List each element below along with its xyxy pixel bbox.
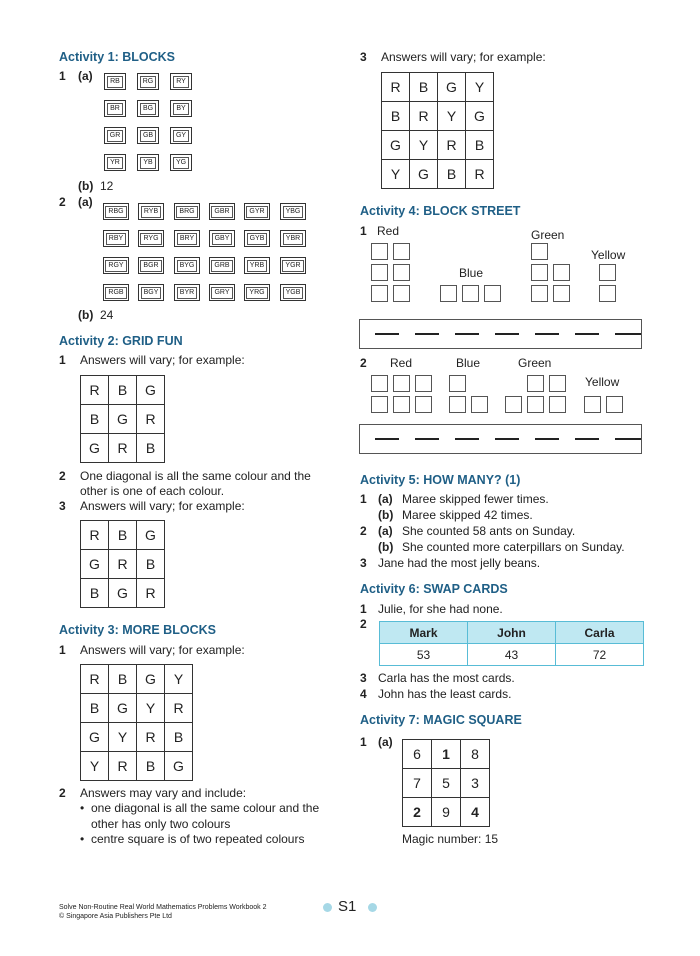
road-dash [415, 333, 439, 335]
road-dash [455, 333, 479, 335]
grid-cell: B [81, 405, 109, 434]
color-label-red: Red [390, 356, 413, 370]
grid-3x3-example-2 [80, 520, 165, 608]
road-dash [375, 438, 399, 440]
question-number: 4 [360, 687, 367, 701]
question-number: 3 [360, 50, 367, 64]
triple-box: RGB [103, 284, 129, 301]
page-dot-right [368, 903, 377, 912]
grid-cell: 2 [403, 798, 432, 827]
swap-cards-table [379, 621, 644, 666]
pair-box: GB [137, 127, 159, 144]
table-header: Mark [380, 622, 468, 644]
block-square [371, 396, 388, 413]
triple-box: BRY [174, 230, 200, 247]
color-label-green: Green [531, 228, 565, 242]
grid-4x4-example-2 [381, 72, 494, 189]
table-header: John [468, 622, 556, 644]
page-dot-left [323, 903, 332, 912]
answer-text: 12 [100, 179, 114, 193]
color-label-red: Red [377, 224, 400, 238]
block-square [599, 285, 616, 302]
grid-cell: G [81, 550, 109, 579]
answer-text: Answers will vary; for example: [80, 643, 245, 657]
question-number: 3 [360, 556, 367, 570]
table-cell: 72 [556, 644, 644, 666]
color-label-blue: Blue [459, 266, 484, 280]
block-square [484, 285, 501, 302]
grid-cell: Y [438, 102, 466, 131]
triple-box: GRB [209, 257, 235, 274]
page-number: S1 [338, 898, 357, 915]
grid-cell: 5 [432, 769, 461, 798]
magic-number-text: Magic number: 15 [402, 832, 499, 846]
pair-box: GY [170, 127, 192, 144]
answer-text: Answers will vary; for example: [381, 50, 546, 64]
triple-box: YRG [244, 284, 270, 301]
table-header: Carla [556, 622, 644, 644]
grid-cell: R [137, 723, 165, 752]
grid-cell: R [165, 694, 193, 723]
answer-text: One diagonal is all the same colour and the [80, 469, 311, 483]
block-square [505, 396, 522, 413]
grid-cell: Y [109, 723, 137, 752]
subquestion-label: (a) [78, 195, 93, 209]
triple-box: RBY [103, 230, 129, 247]
block-square [531, 285, 548, 302]
grid-cell: R [109, 752, 137, 781]
answer-text: one diagonal is all the same colour and the [91, 801, 320, 815]
pair-box: BG [137, 100, 159, 117]
question-number: 1 [360, 602, 367, 616]
grid-cell: B [137, 752, 165, 781]
pair-box: YR [104, 154, 126, 171]
activity-2-heading: Activity 2: GRID FUN [59, 334, 183, 348]
subquestion-label: (b) [78, 308, 94, 322]
road-dash [455, 438, 479, 440]
grid-cell: R [466, 160, 494, 189]
block-square [553, 285, 570, 302]
question-number: 2 [59, 195, 66, 209]
block-square [471, 396, 488, 413]
triple-box: YRB [244, 257, 270, 274]
grid-cell: 9 [432, 798, 461, 827]
grid-cell: Y [81, 752, 109, 781]
grid-cell: G [81, 434, 109, 463]
question-number: 2 [360, 524, 367, 538]
answer-text: centre square is of two repeated colours [91, 832, 305, 846]
road-dash [575, 438, 599, 440]
question-number: 1 [360, 735, 367, 749]
block-square [415, 375, 432, 392]
question-number: 1 [59, 69, 66, 83]
grid-cell: G [137, 665, 165, 694]
triple-box: RGY [103, 257, 129, 274]
triple-box: YBR [280, 230, 306, 247]
grid-cell: R [81, 376, 109, 405]
road-dash [615, 438, 641, 440]
road-dash [535, 333, 559, 335]
question-number: 1 [360, 224, 367, 238]
grid-cell: R [382, 73, 410, 102]
pair-box: YB [137, 154, 159, 171]
grid-cell: R [109, 434, 137, 463]
grid-cell: B [137, 434, 165, 463]
activity-6-heading: Activity 6: SWAP CARDS [360, 582, 508, 596]
grid-cell: Y [466, 73, 494, 102]
subquestion-label: (b) [378, 540, 394, 554]
pair-box: GR [104, 127, 126, 144]
block-square [599, 264, 616, 281]
road-dash [415, 438, 439, 440]
answer-text: Answers will vary; for example: [80, 353, 245, 367]
grid-cell: R [109, 550, 137, 579]
grid-cell: Y [382, 160, 410, 189]
footer-book-title: Solve Non-Routine Real World Mathematics Problems Workbook 2 [59, 904, 267, 911]
table-cell: 43 [468, 644, 556, 666]
triple-box: BRG [174, 203, 200, 220]
triple-box: RYB [138, 203, 164, 220]
subquestion-label: (a) [378, 492, 393, 506]
question-number: 3 [360, 671, 367, 685]
triple-box: BYR [174, 284, 200, 301]
grid-cell: Y [137, 694, 165, 723]
grid-cell: B [165, 723, 193, 752]
block-square [371, 243, 388, 260]
grid-cell: 1 [432, 740, 461, 769]
block-square [606, 396, 623, 413]
grid-cell: Y [410, 131, 438, 160]
grid-cell: 3 [461, 769, 490, 798]
grid-cell: B [410, 73, 438, 102]
question-number: 2 [59, 469, 66, 483]
triple-box: BGR [138, 257, 164, 274]
grid-cell: B [109, 521, 137, 550]
magic-square [402, 739, 490, 827]
block-square [549, 396, 566, 413]
road-dash [495, 438, 519, 440]
grid-cell: G [382, 131, 410, 160]
triple-box: GYB [244, 230, 270, 247]
triple-box: YBG [280, 203, 306, 220]
grid-cell: B [466, 131, 494, 160]
answer-text: 24 [100, 308, 114, 322]
answer-text: Maree skipped fewer times. [402, 492, 549, 506]
pair-box: BR [104, 100, 126, 117]
grid-cell: 7 [403, 769, 432, 798]
grid-cell: R [81, 521, 109, 550]
grid-cell: 8 [461, 740, 490, 769]
triple-box: GBY [209, 230, 235, 247]
grid-cell: G [109, 694, 137, 723]
block-square [371, 264, 388, 281]
block-square [393, 243, 410, 260]
grid-cell: R [81, 665, 109, 694]
activity-1-heading: Activity 1: BLOCKS [59, 50, 175, 64]
pair-box: RB [104, 73, 126, 90]
question-number: 3 [59, 499, 66, 513]
answer-text: Answers may vary and include: [80, 786, 247, 800]
grid-cell: B [438, 160, 466, 189]
grid-cell: G [109, 579, 137, 608]
question-number: 1 [59, 353, 66, 367]
triple-box: YGR [280, 257, 306, 274]
bullet: • [80, 801, 85, 815]
activity-5-heading: Activity 5: HOW MANY? (1) [360, 473, 521, 487]
question-number: 1 [360, 492, 367, 506]
block-square [440, 285, 457, 302]
answer-text: Answers will vary; for example: [80, 499, 245, 513]
triple-box: GYR [244, 203, 270, 220]
triple-box: RBG [103, 203, 129, 220]
answer-text: John has the least cards. [378, 687, 512, 701]
question-number: 2 [360, 617, 367, 631]
grid-cell: G [438, 73, 466, 102]
road-dash [615, 333, 641, 335]
grid-cell: R [410, 102, 438, 131]
block-square [531, 264, 548, 281]
block-square [415, 396, 432, 413]
grid-cell: Y [165, 665, 193, 694]
question-number: 2 [59, 786, 66, 800]
table-cell: 53 [380, 644, 468, 666]
subquestion-label: (a) [378, 524, 393, 538]
footer-copyright: © Singapore Asia Publishers Pte Ltd [59, 913, 172, 920]
grid-cell: G [137, 521, 165, 550]
block-square [527, 396, 544, 413]
grid-cell: R [137, 405, 165, 434]
grid-cell: B [382, 102, 410, 131]
grid-4x4-example [80, 664, 193, 781]
street-road-1 [359, 319, 642, 349]
pair-box: RY [170, 73, 192, 90]
block-square [531, 243, 548, 260]
grid-cell: G [165, 752, 193, 781]
grid-cell: 6 [403, 740, 432, 769]
triple-box: BGY [138, 284, 164, 301]
answer-text: other is one of each colour. [80, 484, 225, 498]
grid-cell: G [410, 160, 438, 189]
answer-text: other has only two colours [91, 817, 231, 831]
grid-cell: B [109, 665, 137, 694]
road-dash [535, 438, 559, 440]
color-label-blue: Blue [456, 356, 481, 370]
pair-box: BY [170, 100, 192, 117]
triple-box: GBR [209, 203, 235, 220]
color-label-yellow: Yellow [585, 375, 620, 389]
block-square [393, 375, 410, 392]
block-square [527, 375, 544, 392]
subquestion-label: (b) [378, 508, 394, 522]
triple-box: RYG [138, 230, 164, 247]
block-square [371, 285, 388, 302]
activity-4-heading: Activity 4: BLOCK STREET [360, 204, 521, 218]
pair-box: RG [137, 73, 159, 90]
answer-text: Maree skipped 42 times. [402, 508, 533, 522]
block-square [393, 264, 410, 281]
grid-cell: B [137, 550, 165, 579]
color-label-yellow: Yellow [591, 248, 626, 262]
question-number: 1 [59, 643, 66, 657]
block-square [449, 375, 466, 392]
grid-cell: G [466, 102, 494, 131]
grid-cell: G [109, 405, 137, 434]
subquestion-label: (a) [78, 69, 93, 83]
answer-text: Jane had the most jelly beans. [378, 556, 541, 570]
answer-text: She counted 58 ants on Sunday. [402, 524, 576, 538]
triple-box: BYG [174, 257, 200, 274]
answer-text: She counted more caterpillars on Sunday. [402, 540, 625, 554]
block-square [371, 375, 388, 392]
block-square [449, 396, 466, 413]
triple-box: YGB [280, 284, 306, 301]
grid-cell: B [109, 376, 137, 405]
block-square [393, 285, 410, 302]
answer-text: Carla has the most cards. [378, 671, 515, 685]
block-square [553, 264, 570, 281]
pair-box: YG [170, 154, 192, 171]
answer-text: Julie, for she had none. [378, 602, 503, 616]
color-label-green: Green [518, 356, 552, 370]
grid-3x3-example-1 [80, 375, 165, 463]
activity-3-heading: Activity 3: MORE BLOCKS [59, 623, 216, 637]
grid-cell: B [81, 694, 109, 723]
road-dash [495, 333, 519, 335]
grid-cell: 4 [461, 798, 490, 827]
grid-cell: R [438, 131, 466, 160]
grid-cell: G [137, 376, 165, 405]
subquestion-label: (a) [378, 735, 393, 749]
activity-7-heading: Activity 7: MAGIC SQUARE [360, 713, 522, 727]
grid-cell: G [81, 723, 109, 752]
street-road-2 [359, 424, 642, 454]
block-square [549, 375, 566, 392]
grid-cell: R [137, 579, 165, 608]
subquestion-label: (b) [78, 179, 94, 193]
block-square [393, 396, 410, 413]
bullet: • [80, 832, 85, 846]
block-square [462, 285, 479, 302]
question-number: 2 [360, 356, 367, 370]
road-dash [375, 333, 399, 335]
road-dash [575, 333, 599, 335]
triple-box: GRY [209, 284, 235, 301]
grid-cell: B [81, 579, 109, 608]
block-square [584, 396, 601, 413]
